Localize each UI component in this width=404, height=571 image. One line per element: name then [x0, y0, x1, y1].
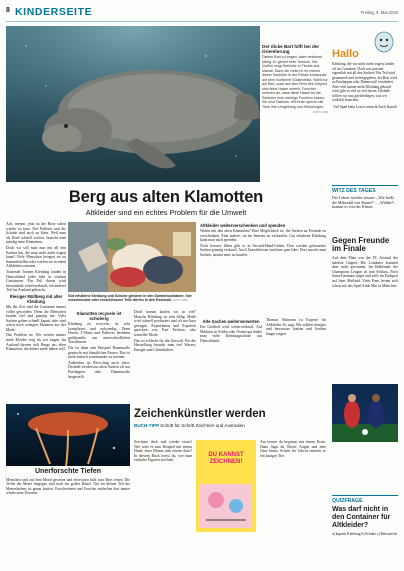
photo-credit: FOTO: DPA — [172, 298, 188, 303]
sports-headline: Gegen Freunde im Finale — [332, 236, 390, 254]
clothes-pile-illustration — [68, 222, 196, 292]
sports-text: Auf dem Platz war der FC Arsenal der stärkste Gegner. Die Londoner konnten aber nicht gewinnen. Im Halbfinale der Champions League ist nun Schluss. Paris Saint-Germain siegte und trifft im Endspiel auf Inter Mailand. Viele Fans freuen sich schon auf das Spiel Ende Mai in München. — [332, 256, 398, 288]
paragraph: Am besten du beginnst mit einem Kreis. Dann fügst du Ohren, Augen und eine Nase hinzu. Schritt für Schritt entsteht so ein lustiges Tier. — [260, 440, 326, 458]
caption-text: Gut erhaltene Kleidung und Schuhe gehören in den Sammelcontainer, hier verschmutzte oder verschlissene Teile dürfen in den Restmüll. — [68, 294, 192, 303]
article-column-1 — [6, 222, 66, 353]
column-subhead: Klamotten recyceln ist schwierig — [76, 311, 122, 321]
hallo-box — [332, 28, 398, 180]
issue-date: Freitag, 9. Mai 2025 — [360, 10, 398, 15]
paragraph: Doch wo soll man nun mit all den Sachen hin, die man nicht mehr tragen kann? Viele Menschen bringen sie zu Sammelstellen oder werfen sie in einen Altkleidercontainer. — [6, 245, 66, 269]
manatee-caption — [262, 44, 328, 114]
paragraph: Tausende Tonnen Kleidung landen in Deutschland jedes Jahr in solchen Containern. Ein Teil davon wird hierzulande weiterverkauft, ein anderer Teil ins Ausland gebracht. — [6, 269, 66, 293]
quiz-tag: QUIZFRAGE — [332, 495, 398, 504]
hallo-title: Hallo — [332, 48, 359, 60]
article-headline: Berg aus alten Klamotten — [68, 188, 264, 206]
joke-text: Der Lehrer möchte wissen: „Wie heißt die Mehrzahl von Baum?“ – „Wälder!“, kommt es von der Klasse. — [332, 195, 396, 210]
article-subheadline: Altkleider sind ein echtes Problem für die Umwelt — [85, 208, 247, 217]
joke-box — [332, 185, 398, 210]
paragraph: Ein Großteil wird weiterverkauft. Auf Märkten in Afrika oder Osteuropa findet man viele Kleidungsstücke aus Deutschland. — [200, 325, 262, 343]
book-cover-title: DU KANNST ZEICHNEN! — [208, 452, 244, 465]
manatee-photo — [6, 26, 260, 182]
deep-sea-headline: Unerforschte Tiefen — [35, 468, 101, 475]
paragraph: Noch bessere Ideen gibt es in Second-Hand-Läden. Dort werden gebrauchte Sachen günstig verkauft. Auch Tauschbörsen sind eine gute Idee: Dort tauscht man Sachen, anstatt neue zu kaufen. — [200, 243, 326, 257]
quiz-answers: a) kaputte Kleidung b) Schuhe c) Bettwäsche — [332, 532, 398, 536]
football-photo — [332, 384, 398, 442]
quiz-question: Was darf nicht in den Container für Altkleider? — [332, 506, 391, 529]
quiz-box — [332, 495, 398, 536]
section-title: KINDERSEITE — [15, 6, 93, 18]
paragraph: Thomas Ahlmann ist Experte für Altkleider. Er sagt: Wir sollten weniger und bewusster kaufen und Sachen länger tragen. — [266, 318, 326, 336]
paragraph: Mit der Zeit sind die Container immer voller geworden. Denn die Menschen kaufen viel und günstig ein. Viele Sachen gehen schnell kaputt oder sind schon nach wenigen Monaten aus der Mode. — [6, 304, 66, 332]
book-cover — [196, 440, 256, 532]
deep-sea-photo — [6, 404, 130, 466]
players-illustration — [332, 384, 398, 442]
column-subhead: Altkleider weiterverschenken und spenden — [200, 223, 286, 228]
book-tip-subtitle: Schritt für Schritt Zeichnen und Ausmalen — [160, 423, 245, 428]
paragraph: Außerdem ist Recycling noch teuer. Deshalb werden aus alten Sachen oft nur Putzlappen oder Dämmstoffe hergestellt. — [68, 360, 130, 379]
article-column-3 — [134, 310, 196, 353]
page-header — [6, 4, 398, 22]
article-column-5 — [200, 318, 262, 344]
column-subhead: Riesiger Müllberg mit alter Kleidung — [9, 293, 63, 304]
paragraph: Das ist schlecht für die Umwelt. Für die Herstellung braucht man viel Wasser, Energie und Chemikalien. — [134, 338, 196, 352]
paragraph: Kleidung zu recyceln, ist sehr kompliziert und aufwendig. Denn Hosen, T-Shirts und Pullover bestehen größtenteils aus unterschiedlichen Textilfasern. — [68, 322, 130, 345]
mascot-icon — [372, 28, 396, 54]
hallo-sign-off: Viel Spaß beim Lesen wünscht Euch Kaweh — [333, 104, 397, 109]
photo-credit: FOTO: DPA — [313, 110, 328, 114]
book-tip-headline: Zeichenkünstler werden — [134, 408, 266, 420]
book-tip-tag: BUCH-TIPP — [134, 423, 160, 428]
caption-title: Der dicke Bart hilft bei der Orientierung — [262, 44, 320, 54]
page-number: 8 — [6, 7, 10, 14]
paragraph: Zeichnen doch mal wieder etwas! Wie wäre es zum Beispiel mit einem Hund, einer Blume oder einem Auto? In diesem Buch lernst du, wie man einfache Figuren zeichnet. — [134, 440, 192, 463]
column-subhead: Alte Sachen weiterverwerten — [202, 319, 260, 324]
book-tip-column-2 — [260, 440, 326, 459]
article-column-6 — [266, 318, 326, 337]
caption-text: Diesen Bart zu tragen, wäre bestimmt witzig. Er gehört einer Seekuh. Der Vorfilm zeigt Seekühe in Florida aus Manati. Dann die vielen in ihr meinst dieser Seekühe in der Flüsse Amazonas auf dem Kontinent Südamerika. Nicht nur am Bart, auch auf dem Rest des Körpers sind feine Haare verteilt. Forscher nehmen an, dass diese Haare für die Seekühe eine wichtige Funktion haben: Sie sind Tastsinn. Mit ihnen spüren die Tiere ihre Umgebung und Strömungen. — [262, 55, 328, 109]
joke-title: WITZ DES TAGES — [332, 185, 398, 194]
hallo-text: Kleidung, die wir nicht mehr tragen, landet oft im Container. Doch was passiert eigentlich mit all den Sachen? Ein Teil wird gesammelt und weitergegeben, der Rest wird zu Putzlappen oder Dämmstoff verarbeitet. Aber weil immer mehr Kleidung gekauft wird, gibt es viel zu viel davon. Deshalb sollten wir uns gut überlegen, was wir wirklich brauchen. — [332, 62, 397, 102]
clothes-container-photo — [68, 222, 196, 292]
paragraph: Das Problem ist: Wir werfen immer mehr Kleider weg als wir tragen. Im Ausland türmen sich Berge aus alten Klamotten, die keiner mehr haben will. — [6, 333, 66, 352]
book-tip-subhead — [134, 423, 326, 428]
paragraph: Die ist dann sein Beispiel Baumwolle gemischt mit künstlichen Fasern. Das ist nicht einfach voneinander zu trennen. — [68, 345, 130, 360]
article-column-2 — [68, 310, 130, 380]
deep-sea-text: Menschen sind auf dem Mond gewesen und erforschen bald zum Mars reisen. Die Tiefen der Meere hingegen sind noch ein großes Rätsel. Nur ein kleiner Teil des Meeresbodens ist genau kartiert. Forscherinnen und Forscher entdecken dort immer wieder neue Tierarten. — [6, 478, 130, 496]
clothes-photo-caption — [68, 294, 196, 302]
paragraph: Doch warum kaufen wir so viel? Manche Kleidung ist sehr billig. Mode wird schnell produziert und oft nur kurz getragen. Expertinnen und Experten sprechen von Fast Fashion, also schneller Mode. — [134, 310, 196, 337]
paragraph: Ach, menno, jetzt ist die Hose schon wieder zu kurz. Der Pullover und die Schuhe sind auch zu klein. Weil man als Kind schnell wächst, braucht man ständig neue Klamotten. — [6, 222, 66, 245]
article-column-4 — [200, 222, 326, 259]
paragraph: Wohin mit den alten Klamotten? Eine Möglichkeit ist, die Sachen an Freunde zu verschenken. Eine andere, sie im Internet zu verkaufen. Gut erhaltene Kleidung kann man auch spenden. — [200, 229, 326, 243]
deep-sea-illustration — [6, 404, 130, 466]
book-tip-column-1 — [134, 440, 192, 464]
manatee-illustration — [6, 26, 260, 182]
